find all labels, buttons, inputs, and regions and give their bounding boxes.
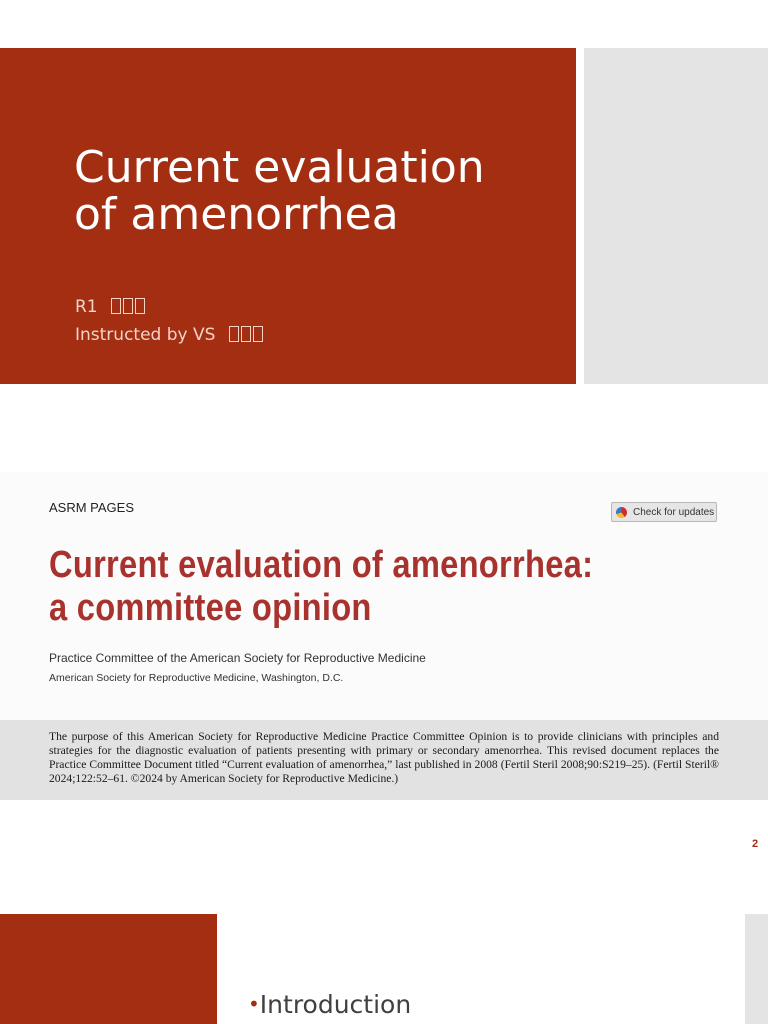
article-title-line-1: Current evaluation of amenorrhea: xyxy=(49,544,594,586)
article-authors: Practice Committee of the American Society for Reproductive Medicine xyxy=(49,651,426,665)
abstract-box xyxy=(0,720,768,800)
slide3-red-panel xyxy=(0,914,217,1024)
update-badge-icon xyxy=(616,507,627,518)
bullet-marker: • xyxy=(248,992,260,1016)
bullet-item-introduction xyxy=(248,990,411,1019)
page-number: 2 xyxy=(752,838,759,850)
presenter-line xyxy=(75,297,145,317)
instructor-label: Instructed by VS xyxy=(75,325,216,345)
title-slide-side-panel xyxy=(584,48,768,384)
section-label: ASRM PAGES xyxy=(49,500,135,515)
slide3-gray-panel xyxy=(745,914,768,1024)
slide-title-line-2: of amenorrhea xyxy=(74,189,399,240)
article-title-line-2: a committee opinion xyxy=(49,587,372,629)
slide-title xyxy=(74,144,554,238)
abstract-text: The purpose of this American Society for Reproductive Medicine Practice Committee Opinion is to provide clinicians with principles and strategies for the diagnostic evaluation of patients presenting with primary or secondary amenorrhea. This revised document replaces the Practice Committee Document titled “Current evaluation of amenorrhea,” last published in 2008 (Fertil Steril 2008;90:S219–25). (Fertil Steril® 2024;122:52–61. ©2024 by American Society for Reproductive Medicine.) xyxy=(49,730,719,785)
article-header-image xyxy=(0,472,768,800)
presenter-label: R1 xyxy=(75,297,98,317)
check-for-updates-button[interactable] xyxy=(611,502,717,522)
instructor-name-glyphs xyxy=(227,325,263,345)
article-affiliation: American Society for Reproductive Medicine, Washington, D.C. xyxy=(49,672,344,684)
check-for-updates-label: Check for updates xyxy=(633,506,715,518)
presenter-name-glyphs xyxy=(109,297,145,317)
slide-title-line-1: Current evaluation xyxy=(74,142,485,193)
instructor-line xyxy=(75,325,263,345)
article-title xyxy=(49,544,651,630)
bullet-text: Introduction xyxy=(259,990,412,1019)
